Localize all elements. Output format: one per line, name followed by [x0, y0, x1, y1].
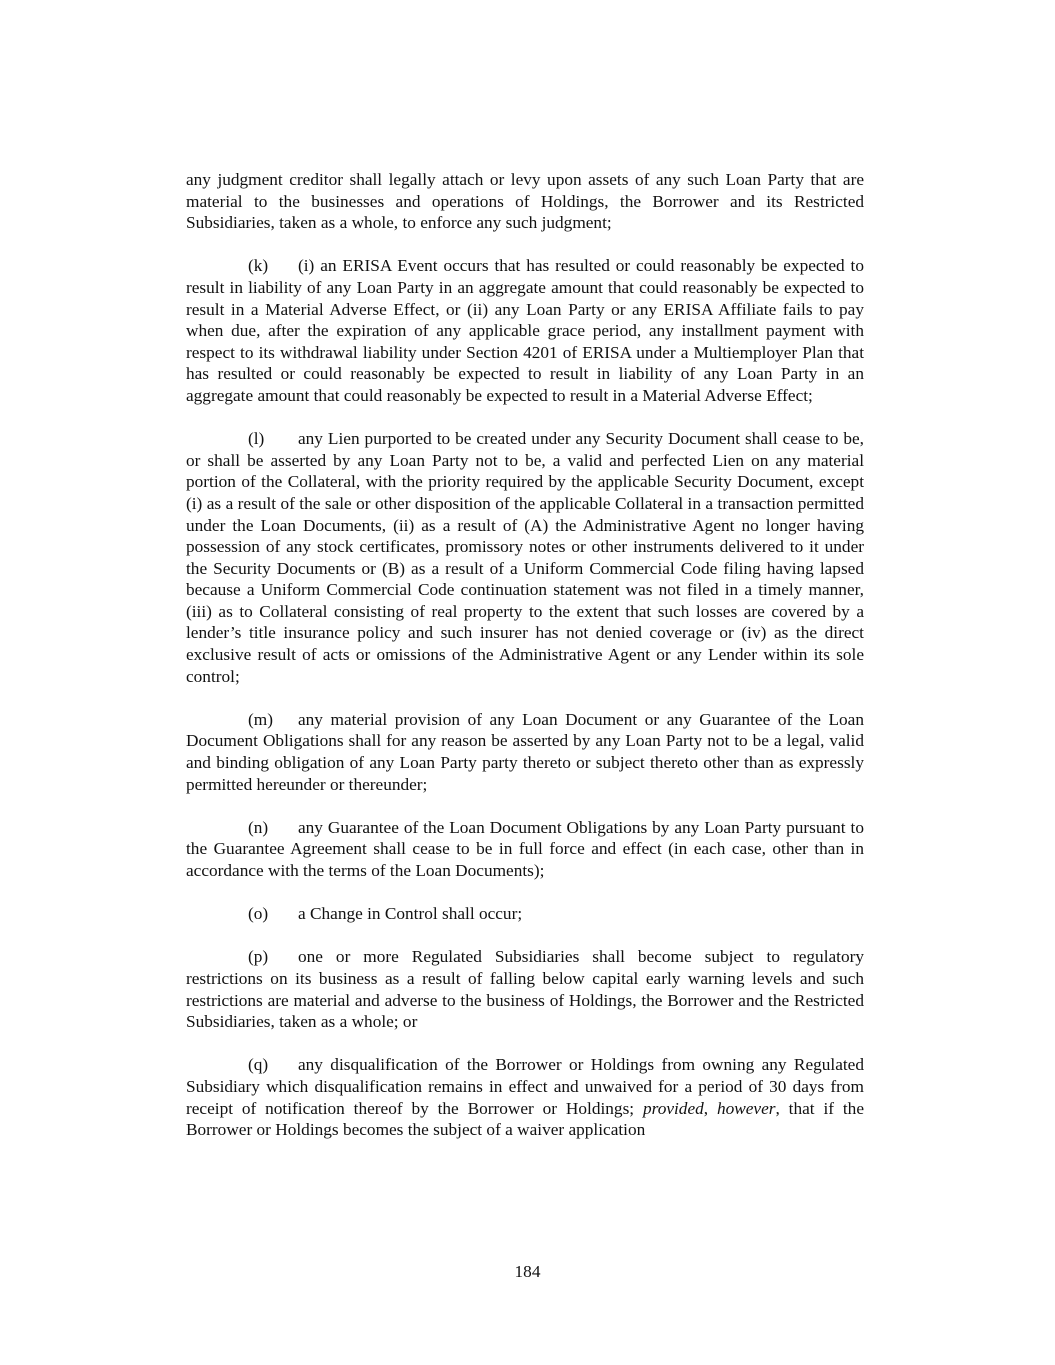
page-number: 184 — [514, 1262, 541, 1281]
body-text — [186, 169, 864, 1162]
clause-label: (o) — [248, 904, 269, 924]
clause-text: one or more Regulated Subsidiaries shall become subject to regulatory restrictions on its business as a result of falling below capital early warning levels and such restrictions are material and adverse to the business of Holdings, the Borrower and the Restricted Subsidiaries, taken as a whole; or — [186, 947, 864, 1032]
clause-text: a Change in Control shall occur; — [298, 904, 523, 924]
clause-label: (k) — [248, 256, 269, 276]
clause-text-end: , that if the Borrower or Holdings becomes the subject of a waiver application — [186, 1098, 864, 1140]
clause-text: any Lien purported to be created under any Security Document shall cease to be, or shall be asserted by any Loan Party not to be, a valid and perfected Lien on any material portion of the Collateral, with the priority required by the applicable Security Document, except (i) as a result of the sale or other disposition of the applicable Collateral in a transaction permitted under the Loan Documents, (ii) as a result of (A) the Administrative Agent no longer having possession of any stock certificates, promissory notes or other instruments delivered to it under the Security Documents or (B) as a result of a Uniform Commercial Code filing having lapsed because a Uniform Commercial Code continuation statement was not filed in a timely manner, (iii) as to Collateral consisting of real property to the extent that such losses are covered by a lender’s title insurance policy and such insurer has not denied coverage or (iv) as the direct exclusive result of acts or omissions of the Administrative Agent or any Lender within its sole control; — [186, 429, 864, 686]
clause-o — [186, 903, 864, 925]
clause-text: (i) an ERISA Event occurs that has resulted or could reasonably be expected to result in liability of any Loan Party in an aggregate amount that could reasonably be expected to result in a Material Adverse Effect, or (ii) any Loan Party or any ERISA Affiliate fails to pay when due, after the expiration of any applicable grace period, any installment payment with respect to its withdrawal liability under Section 4201 of ERISA under a Multiemployer Plan that has resulted or could reasonably be expected to result in liability of any Loan Party in an aggregate amount that could reasonably be expected to result in a Material Adverse Effect; — [186, 256, 864, 405]
continuation-paragraph: any judgment creditor shall legally attach or levy upon assets of any such Loan Party that are material to the businesses and operations of Holdings, the Borrower and its Restricted Subsidiaries, taken as a whole, to enforce any such judgment; — [186, 170, 864, 233]
comma: , — [703, 1098, 717, 1118]
clause-label: (p) — [248, 947, 269, 967]
clause-text: any Guarantee of the Loan Document Obligations by any Loan Party pursuant to the Guarantee Agreement shall cease to be in full force and effect (in each case, other than in accordance with the terms of the Loan Documents); — [186, 817, 864, 880]
clause-q — [186, 1054, 864, 1140]
clause-label: (l) — [248, 429, 265, 449]
clause-n — [186, 817, 864, 882]
clause-k — [186, 255, 864, 406]
clause-label: (n) — [248, 817, 269, 837]
clause-label: (m) — [248, 709, 273, 729]
italic-provided: provided — [642, 1098, 704, 1118]
clause-l — [186, 428, 864, 687]
clause-label: (q) — [248, 1055, 269, 1075]
clause-p — [186, 946, 864, 1032]
clause-text: any material provision of any Loan Document or any Guarantee of the Loan Document Obligations shall for any reason be asserted by any Loan Party not to be a legal, valid and binding obligation of any Loan Party party thereto or subject thereto other than as expressly permitted hereunder or thereunder; — [186, 709, 864, 794]
clause-text: any disqualification of the Borrower or Holdings from owning any Regulated Subsidiary which disqualification remains in effect and unwaived for a period of 30 days from receipt of notification thereof by the Borrower or Holdings; — [186, 1055, 864, 1118]
italic-however: however — [716, 1098, 776, 1118]
clause-m — [186, 709, 864, 795]
